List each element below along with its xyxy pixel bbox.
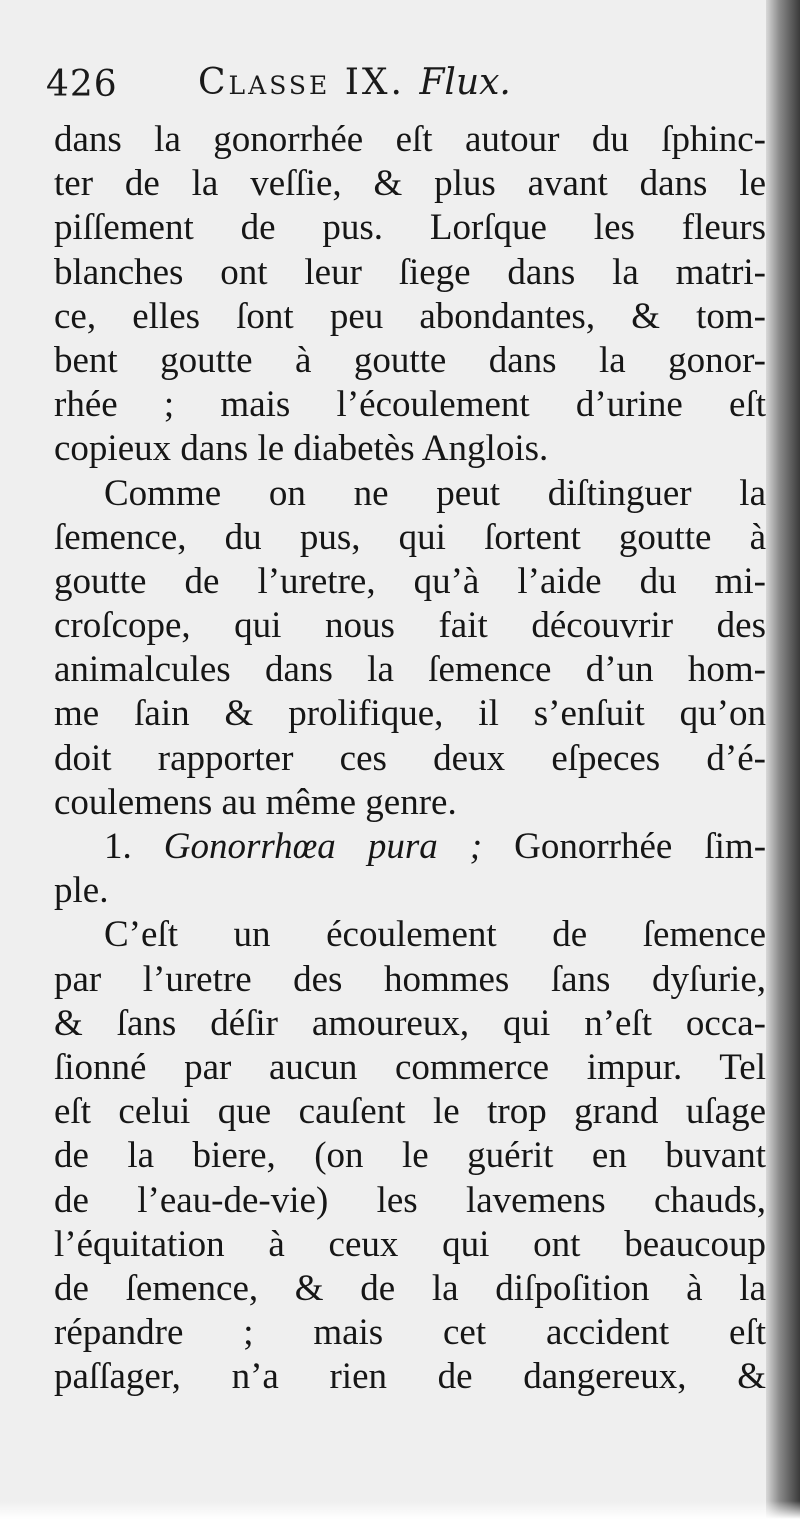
text-line: animalcules dans la ſemence d’un hom- <box>54 649 766 691</box>
species-french-name: Gonorrhée ſim- <box>514 826 767 867</box>
species-number: 1. <box>104 826 132 867</box>
text-line: doit rapporter ces deux eſpeces d’é- <box>54 737 766 779</box>
text-line: paſſager, n’a rien de dangereux, & <box>54 1356 766 1398</box>
text-line: Comme on ne peut diſtinguer la <box>104 472 766 514</box>
text-line: de l’eau-de-vie) les lavemens chauds, <box>54 1179 766 1221</box>
page-number: 426 <box>46 64 118 105</box>
text-line: l’équitation à ceux qui ont beaucoup <box>54 1223 766 1265</box>
text-line: de la biere, (on le guérit en buvant <box>54 1135 766 1177</box>
text-line: ter de la veſſie, & plus avant dans le <box>54 163 766 205</box>
text-line: eſt celui que cauſent le trop grand uſage <box>54 1091 766 1133</box>
text-line: ple. <box>54 870 109 912</box>
running-head <box>198 62 511 103</box>
text-line: par l’uretre des hommes ſans dyſurie, <box>54 958 766 1000</box>
text-line: dans la gonorrhée eſt autour du ſphinc- <box>54 119 766 160</box>
text-line: de ſemence, & de la diſpoſition à la <box>54 1267 766 1309</box>
running-head-class: Classe IX. <box>198 62 405 103</box>
text-line: C’eſt un écoulement de ſemence <box>104 914 766 956</box>
text-line: me ſain & prolifique, il s’enſuit qu’on <box>54 693 766 735</box>
page-header <box>46 56 746 106</box>
text-line: ſionné par aucun commerce impur. Tel <box>54 1046 766 1088</box>
text-line: coulemens au même genre. <box>54 781 457 823</box>
text-line: ſemence, du pus, qui ſortent goutte à <box>54 516 766 558</box>
page-binding-edge <box>766 0 800 1519</box>
text-line: piſſement de pus. Lorſque les fleurs <box>54 207 766 249</box>
text-line: ce, elles ſont peu abondantes, & tom- <box>54 295 766 337</box>
species-latin-name: Gonorrhœa pura ; <box>163 826 483 867</box>
page-bottom-edge <box>0 1501 800 1519</box>
text-line: & ſans déſir amoureux, qui n’eſt occa- <box>54 1002 766 1044</box>
body-text <box>54 118 766 1399</box>
running-head-italic: Flux. <box>419 62 511 103</box>
text-line: goutte de l’uretre, qu’à l’aide du mi- <box>54 560 766 602</box>
text-line: blanches ont leur ſiege dans la matri- <box>54 251 766 293</box>
text-line: répandre ; mais cet accident eſt <box>54 1312 766 1354</box>
text-line: rhée ; mais l’écoulement d’urine eſt <box>54 384 766 426</box>
species-heading <box>54 825 766 869</box>
text-line: bent goutte à goutte dans la gonor- <box>54 339 766 381</box>
text-line: copieux dans le diabetès Anglois. <box>54 428 549 470</box>
text-line: croſcope, qui nous fait découvrir des <box>54 605 766 647</box>
